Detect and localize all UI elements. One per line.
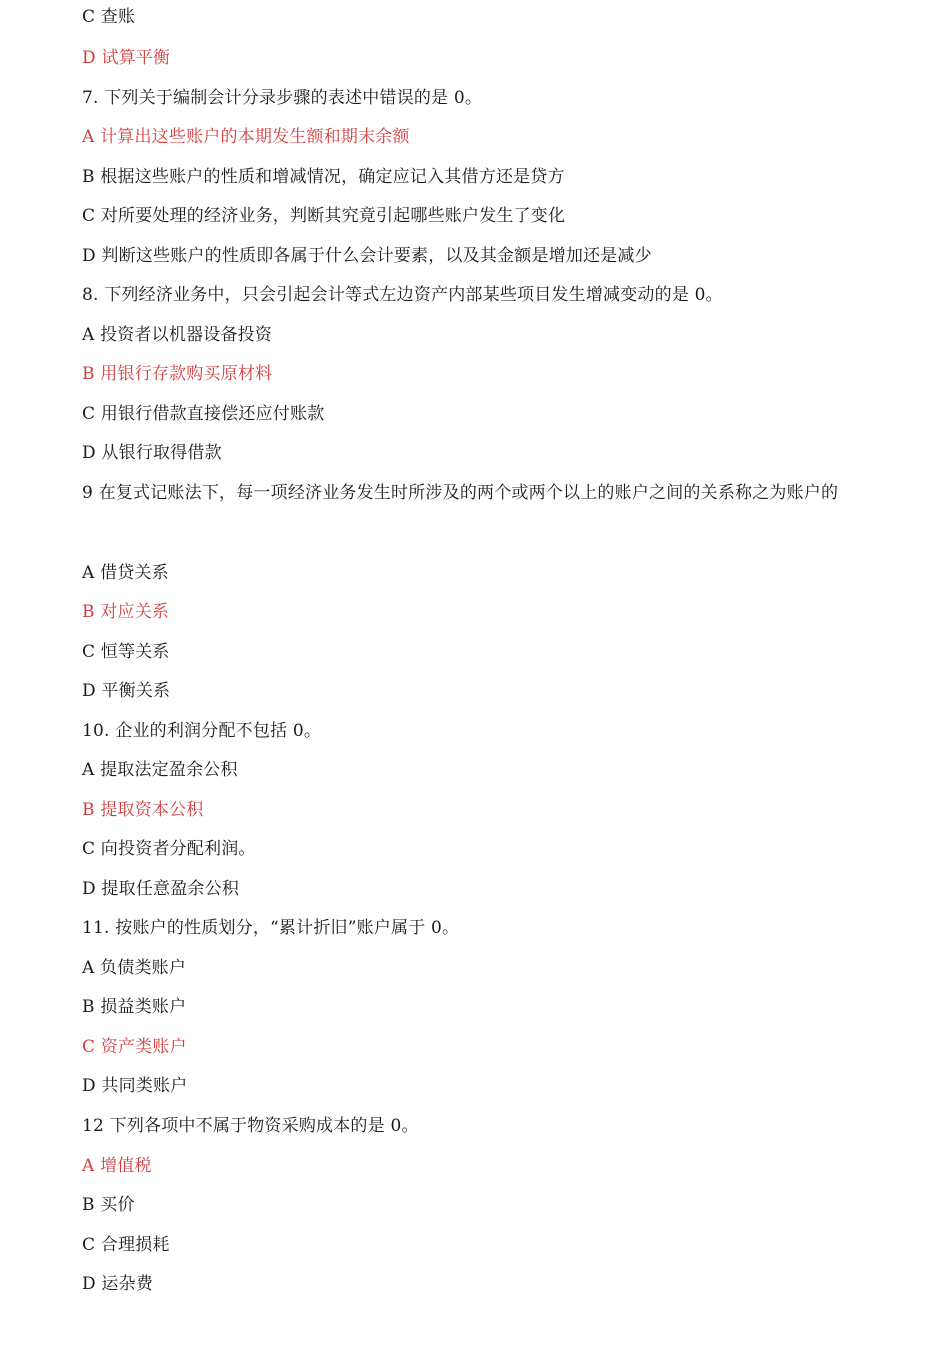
option-c-q8: C 用银行借款直接偿还应付账款 <box>82 404 325 424</box>
option-a-q7-answer: A 计算出这些账户的本期发生额和期末余额 <box>82 127 410 147</box>
option-c-q12: C 合理损耗 <box>82 1235 170 1255</box>
option-d-q6-answer: D 试算平衡 <box>82 48 171 68</box>
option-a-q8: A 投资者以机器设备投资 <box>82 325 273 345</box>
question-7: 7. 下列关于编制会计分录步骤的表述中错误的是 0。 <box>82 88 483 108</box>
option-b-q9-answer: B 对应关系 <box>82 602 170 622</box>
option-b-q10-answer: B 提取资本公积 <box>82 800 204 820</box>
option-d-q12: D 运杂费 <box>82 1274 154 1294</box>
option-b-q11: B 损益类账户 <box>82 997 187 1017</box>
option-a-q10: A 提取法定盈余公积 <box>82 760 238 780</box>
option-c-q11-answer: C 资产类账户 <box>82 1037 187 1057</box>
option-d-q7: D 判断这些账户的性质即各属于什么会计要素，以及其金额是增加还是减少 <box>82 246 652 266</box>
option-d-q8: D 从银行取得借款 <box>82 443 222 463</box>
question-9: 9 在复式记账法下，每一项经济业务发生时所涉及的两个或两个以上的账户之间的关系称之为账户的 <box>82 483 839 503</box>
option-a-q9: A 借贷关系 <box>82 563 169 583</box>
option-b-q8-answer: B 用银行存款购买原材料 <box>82 364 273 384</box>
option-b-q7: B 根据这些账户的性质和增减情况，确定应记入其借方还是贷方 <box>82 167 565 187</box>
option-c-q9: C 恒等关系 <box>82 642 170 662</box>
option-d-q11: D 共同类账户 <box>82 1076 188 1096</box>
option-a-q12-answer: A 增值税 <box>82 1156 152 1176</box>
option-d-q10: D 提取任意盈余公积 <box>82 879 240 899</box>
question-11: 11. 按账户的性质划分，“累计折旧”账户属于 0。 <box>82 918 460 938</box>
option-c-q7: C 对所要处理的经济业务，判断其究竟引起哪些账户发生了变化 <box>82 206 566 226</box>
question-10: 10. 企业的利润分配不包括 0。 <box>82 721 322 741</box>
option-d-q9: D 平衡关系 <box>82 681 171 701</box>
option-c-q6: C 查账 <box>82 7 136 27</box>
question-8: 8. 下列经济业务中，只会引起会计等式左边资产内部某些项目发生增减变动的是 0。 <box>82 285 723 305</box>
option-b-q12: B 买价 <box>82 1195 135 1215</box>
question-12: 12 下列各项中不属于物资采购成本的是 0。 <box>82 1116 419 1136</box>
option-a-q11: A 负债类账户 <box>82 958 187 978</box>
option-c-q10: C 向投资者分配利润。 <box>82 839 256 859</box>
